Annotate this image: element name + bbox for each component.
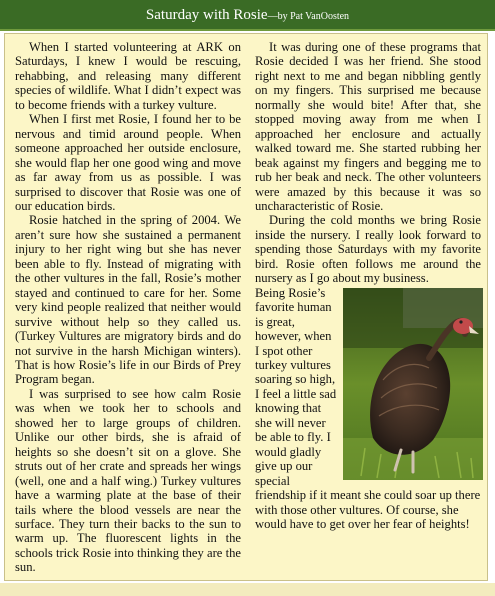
right-paragraph-1: It was during one of these programs that Rosie decided I was her friend. She stood right next to me and began nibbling gently on my fingers. This surprised me because normally she would bite! After that, she stopped moving away from me when I approached her enclosure and actually walked toward me. She started rubbing her beak against my fingers and begging me to rub her beak and neck. The other volunteers were amazed by this because it was so uncharacteristic of Rosie. xyxy=(255,40,481,213)
article-title: Saturday with Rosie xyxy=(145,7,268,23)
left-column xyxy=(15,40,241,575)
right-closing-paragraph: Being Rosie’s favorite human is great, however, when I spot other turkey vultures soaring so high, I feel a little sad knowing that she will never be able to fly. I would gladly give up our special friendship if it meant she could soar up there with those other vultures. Of course, she would have to get over her fear of heights! xyxy=(255,285,481,531)
article-byline: —by Pat VanOosten xyxy=(267,11,350,22)
left-paragraph-2: When I first met Rosie, I found her to be nervous and timid around people. When someone approached her outside enclosure, she would flap her one good wing and move as far away from us as possible. I was surprised to discover that Rosie was one of our education birds. xyxy=(15,112,241,213)
left-paragraph-4: I was surprised to see how calm Rosie was when we took her to schools and showed her to large groups of children. Unlike our other birds, she is afraid of heights so she doesn’t sit on a glove. She struts out of her crate and spreads her wings (well, one and a half wing.) Turkey vultures have a warming plate at the base of their tails where the blood vessels are near the surface. They turn their backs to the sun to warm up. The fluorescent lights in the schools trick Rosie into thinking they are the sun. xyxy=(15,386,241,575)
article-header xyxy=(0,0,495,31)
left-paragraph-1: When I started volunteering at ARK on Saturdays, I knew I would be rescuing, rehabbing, and releasing many different species of wildlife. What I didn’t expect was to become friends with a turkey vulture. xyxy=(15,40,241,112)
left-paragraph-3: Rosie hatched in the spring of 2004. We aren’t sure how she sustained a permanent injury to her right wing but she has never been able to fly. Instead of migrating with the other vultures in the fall, Rosie’s mother stayed and continued to care for her. Some very kind people realized that neither would survive without help so they called us. (Turkey Vultures are migratory birds and do not survive in the harsh Michigan winters). That is how Rosie’s life in our Birds of Prey Program began. xyxy=(15,213,241,387)
vulture-photo-image xyxy=(343,288,483,480)
page-bottom-strip xyxy=(0,583,495,596)
article-panel xyxy=(4,33,488,581)
vulture-photo xyxy=(343,288,483,480)
right-paragraph-2: During the cold months we bring Rosie inside the nursery. I really look forward to spending those Saturdays with my favorite bird. Rosie often follows me around the nursery as I go about my business. xyxy=(255,213,481,286)
right-column xyxy=(255,40,481,531)
